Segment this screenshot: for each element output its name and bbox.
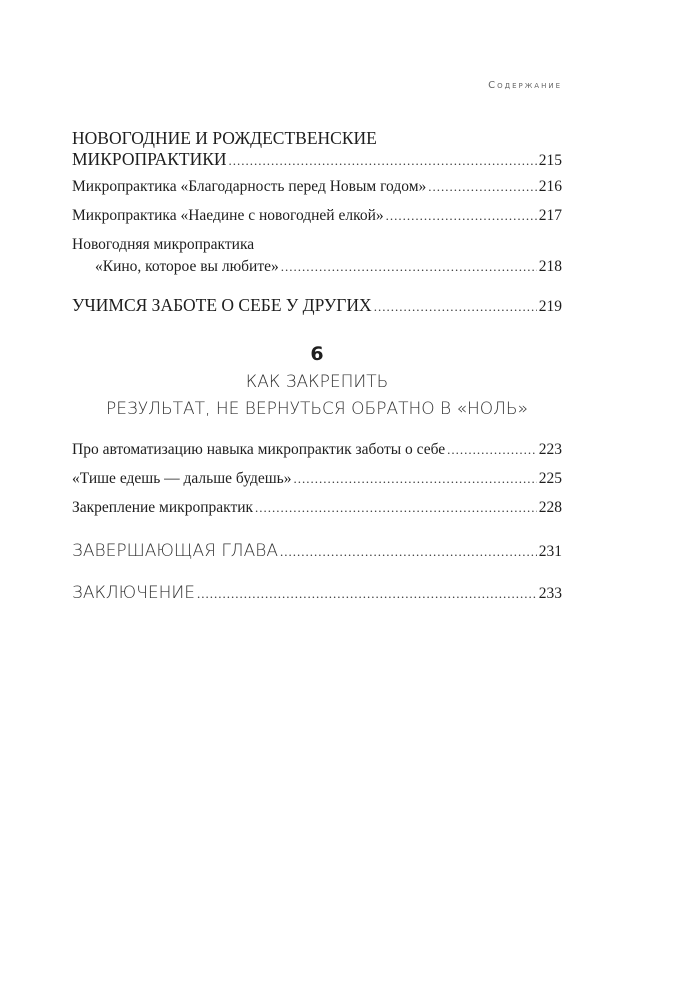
toc-entry[interactable] — [72, 499, 562, 517]
toc-entry-page: 225 — [538, 470, 562, 487]
toc-entry-page: 223 — [538, 441, 562, 458]
toc-entry[interactable] — [95, 258, 562, 276]
chapter-number: 6 — [310, 343, 324, 365]
toc-entry-title: Про автоматизацию навыка микропрактик заботы о себе — [72, 441, 446, 458]
toc-entry-title: Микропрактика «Благодарность перед Новым годом» — [72, 178, 427, 195]
dot-leader — [386, 208, 537, 224]
toc-entry-line1: Новогодняя микропрактика — [72, 236, 255, 253]
toc-entry[interactable] — [72, 541, 562, 561]
toc-entry-page: 217 — [538, 207, 562, 224]
toc-entry[interactable] — [72, 470, 562, 488]
dot-leader — [280, 544, 537, 560]
toc-entry[interactable] — [72, 441, 562, 459]
toc-entry-line1: НОВОГОДНИЕ И РОЖДЕСТВЕНСКИЕ — [72, 128, 377, 148]
dot-leader — [197, 586, 537, 602]
toc-entry-page: 219 — [538, 298, 562, 315]
toc-entry-page: 216 — [538, 178, 562, 195]
toc-entry-title: ЗАВЕРШАЮЩАЯ ГЛАВА — [72, 541, 278, 561]
dot-leader — [229, 153, 537, 169]
toc-entry[interactable] — [72, 583, 562, 603]
chapter-title-line1: КАК ЗАКРЕПИТЬ — [245, 372, 389, 392]
dot-leader — [447, 442, 537, 458]
toc-entry-page: 231 — [538, 543, 562, 560]
toc-entry[interactable] — [72, 149, 562, 170]
toc-entry-title: «Тише едешь — дальше будешь» — [72, 470, 292, 487]
toc-entry[interactable] — [72, 178, 562, 196]
toc-entry-page: 228 — [538, 499, 562, 516]
toc-entry-title: Закрепление микропрактик — [72, 499, 254, 516]
chapter-title-line2: РЕЗУЛЬТАТ, НЕ ВЕРНУТЬСЯ ОБРАТНО В «НОЛЬ» — [106, 399, 528, 419]
dot-leader — [255, 500, 537, 516]
toc-entry[interactable] — [72, 295, 562, 316]
toc-entry[interactable] — [72, 207, 562, 225]
toc-entry-title: «Кино, которое вы любите» — [95, 258, 279, 275]
toc-entry-title: Микропрактика «Наедине с новогодней елкой» — [72, 207, 384, 224]
toc-entry-title: ЗАКЛЮЧЕНИЕ — [72, 583, 195, 603]
toc-entry-page: 215 — [538, 152, 562, 169]
toc-entry-page: 218 — [538, 258, 562, 275]
dot-leader — [428, 179, 536, 195]
running-header: Содержание — [488, 80, 562, 91]
dot-leader — [294, 471, 537, 487]
toc-entry-title: МИКРОПРАКТИКИ — [72, 149, 227, 169]
dot-leader — [281, 259, 537, 275]
dot-leader — [374, 299, 537, 315]
toc-entry-page: 233 — [538, 585, 562, 602]
toc-entry-title: УЧИМСЯ ЗАБОТЕ О СЕБЕ У ДРУГИХ — [72, 295, 372, 315]
